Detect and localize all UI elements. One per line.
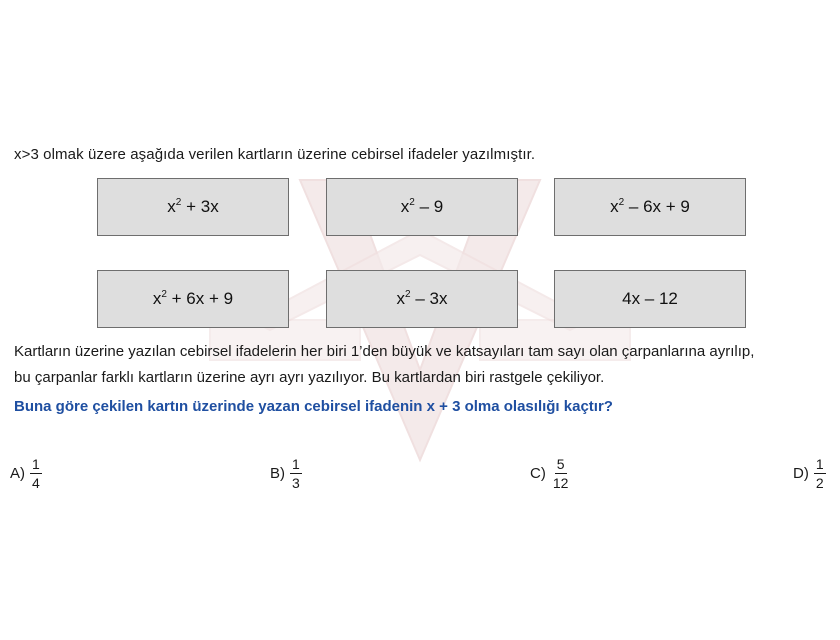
paragraph-line: bu çarpanlar farklı kartların üzerine ayrı ayrı yazılıyor. Bu kartlardan biri rastgele çekiliyor. <box>14 369 605 386</box>
fraction: $\frac{1}{3}$ <box>292 456 300 491</box>
fraction: $\frac{5}{12}$ <box>552 456 569 491</box>
option-letter: C) <box>530 465 546 482</box>
option-letter: B) <box>270 465 285 482</box>
fraction: $\frac{1}{2}$ <box>815 456 824 491</box>
paragraph-line: Kartların üzerine yazılan cebirsel ifadelerin her biri 1’den büyük ve katsayıları tam sayı olan çarpanlarına ayrılıp, <box>14 343 755 360</box>
expression-card: 4x – 12 <box>554 270 746 328</box>
expression-card: $x^2 + 3x$ <box>97 178 289 236</box>
option-a[interactable] <box>10 456 42 491</box>
option-letter: A) <box>10 465 25 482</box>
intro-text: x>3 olmak üzere aşağıda verilen kartların üzerine cebirsel ifadeler yazılmıştır. <box>14 146 536 163</box>
expression-card: $x^2 - 6x + 9$ <box>554 178 746 236</box>
option-c[interactable] <box>530 456 570 491</box>
option-letter: D) <box>793 465 809 482</box>
expression-card: $x^2 - 3x$ <box>326 270 518 328</box>
option-b[interactable] <box>270 456 302 491</box>
fraction: $\frac{1}{4}$ <box>32 456 40 491</box>
expression-card: $x^2 - 9$ <box>326 178 518 236</box>
option-d[interactable] <box>793 456 826 491</box>
question-prompt: Buna göre çekilen kartın üzerinde yazan cebirsel ifadenin x + 3 olma olasılığı kaçtır? <box>14 398 613 415</box>
expression-card: $x^2 + 6x + 9$ <box>97 270 289 328</box>
